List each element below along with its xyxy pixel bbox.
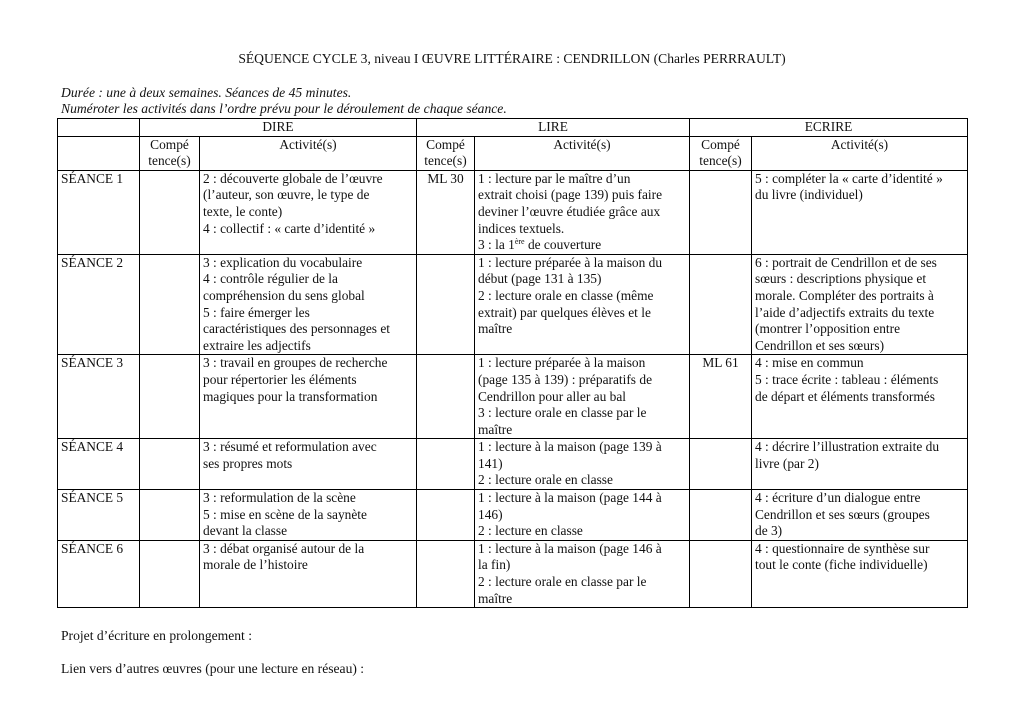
activity-line: 1 : lecture à la maison (page 146 à [478, 540, 662, 556]
dire-comp-cell [140, 170, 200, 254]
lire-comp-cell: ML 30 [417, 170, 475, 254]
activity-line: l’aide d’adjectifs extraits du texte [755, 304, 935, 320]
activity-line: 2 : découverte globale de l’œuvre [203, 170, 383, 186]
activity-line: 4 : mise en commun [755, 355, 864, 371]
table-row [58, 439, 968, 490]
activity-line: (page 135 à 139) : préparatifs de [478, 371, 653, 387]
dire-activity-cell [200, 355, 417, 439]
activity-line: maître [478, 590, 513, 606]
ecrire-comp-cell [690, 490, 752, 541]
duration-note: Durée : une à deux semaines. Séances de 45 minutes. [61, 85, 352, 100]
activity-line: 146) [478, 506, 503, 522]
ecrire-comp-cell [690, 439, 752, 490]
activity-text: 3 : la 1 [478, 237, 515, 253]
activity-line: 3 : reformulation de la scène [203, 490, 356, 506]
ecrire-activity-cell [752, 254, 968, 355]
activity-line: 6 : portrait de Cendrillon et de ses [755, 254, 937, 270]
activity-line: 1 : lecture à la maison (page 144 à [478, 490, 662, 506]
activity-line: texte, le conte) [203, 203, 283, 219]
column-header-row [58, 136, 968, 170]
lire-comp-cell [417, 490, 475, 541]
activity-line: 4 : décrire l’illustration extraite du [755, 439, 940, 455]
activity-line: (montrer l’opposition entre [755, 321, 901, 337]
corner-cell [58, 119, 140, 137]
superscript: ère [514, 237, 525, 247]
activity-line: 4 : écriture d’un dialogue entre [755, 490, 921, 506]
table-row [58, 254, 968, 355]
activity-line: la fin) [478, 557, 511, 573]
activity-line: magiques pour la transformation [203, 388, 378, 404]
ecrire-comp-cell: ML 61 [690, 355, 752, 439]
ecrire-comp-cell [690, 254, 752, 355]
activity-line: extrait choisi (page 139) puis faire [478, 187, 663, 203]
activity-line: maître [478, 421, 513, 437]
activity-line: ses propres mots [203, 455, 293, 471]
group-header-lire: LIRE [417, 119, 690, 137]
activity-line: deviner l’œuvre étudiée grâce aux [478, 203, 661, 219]
activity-line: début (page 131 à 135) [478, 271, 602, 287]
comp-header-lire [417, 136, 475, 170]
activity-line: 4 : contrôle régulier de la [203, 271, 338, 287]
dire-comp-cell [140, 439, 200, 490]
activity-line: de 3) [755, 523, 783, 539]
comp-header-ecrire [690, 136, 752, 170]
activity-line: du livre (individuel) [755, 187, 863, 203]
dire-comp-cell [140, 254, 200, 355]
activity-line: tout le conte (fiche individuelle) [755, 557, 928, 573]
activity-line [478, 237, 686, 254]
lire-comp-cell [417, 254, 475, 355]
activity-line: Cendrillon et ses sœurs) [755, 337, 885, 353]
comp-header-line2: tence(s) [699, 153, 742, 169]
dire-comp-cell [140, 540, 200, 607]
ecrire-activity-cell [752, 170, 968, 254]
table-row [58, 170, 968, 254]
activity-line: 2 : lecture orale en classe par le [478, 574, 647, 590]
dire-activity-cell [200, 439, 417, 490]
table-row [58, 490, 968, 541]
activity-line: pour répertorier les éléments [203, 371, 357, 387]
lire-activity-cell [475, 254, 690, 355]
activity-line: 2 : lecture orale en classe (même [478, 287, 654, 303]
activity-header-lire: Activité(s) [475, 136, 690, 170]
sequence-table [57, 118, 968, 608]
comp-header-line1: Compé [426, 136, 465, 152]
activity-line: 141) [478, 455, 503, 471]
activity-line: extraire les adjectifs [203, 337, 311, 353]
activity-line: caractéristiques des personnages et [203, 321, 391, 337]
activity-line: 3 : explication du vocabulaire [203, 254, 363, 270]
corner-cell-2 [58, 136, 140, 170]
dire-comp-cell [140, 355, 200, 439]
seance-label: SÉANCE 3 [58, 355, 140, 439]
activity-line: compréhension du sens global [203, 287, 365, 303]
related-works-label: Lien vers d’autres œuvres (pour une lecture en réseau) : [61, 661, 365, 676]
dire-activity-cell [200, 170, 417, 254]
comp-header-line1: Compé [150, 136, 189, 152]
group-header-dire: DIRE [140, 119, 417, 137]
activity-line: indices textuels. [478, 220, 565, 236]
dire-activity-cell [200, 540, 417, 607]
dire-comp-cell [140, 490, 200, 541]
activity-line: 5 : mise en scène de la saynète [203, 506, 367, 522]
dire-activity-cell [200, 490, 417, 541]
writing-project-label: Projet d’écriture en prolongement : [61, 628, 253, 643]
activity-line: 3 : débat organisé autour de la [203, 540, 365, 556]
activity-line: Cendrillon et ses sœurs (groupes [755, 506, 930, 522]
activity-text: de couverture [524, 237, 602, 253]
ecrire-comp-cell [690, 540, 752, 607]
activity-line: morale de l’histoire [203, 557, 308, 573]
group-header-row [58, 119, 968, 137]
comp-header-line2: tence(s) [424, 153, 467, 169]
ecrire-activity-cell [752, 490, 968, 541]
ecrire-activity-cell [752, 540, 968, 607]
activity-line: livre (par 2) [755, 455, 819, 471]
activity-line: 5 : compléter la « carte d’identité » [755, 170, 943, 186]
activity-line: Cendrillon pour aller au bal [478, 388, 626, 404]
seance-label: SÉANCE 2 [58, 254, 140, 355]
activity-line: 2 : lecture orale en classe [478, 472, 613, 488]
lire-comp-cell [417, 540, 475, 607]
activity-line: 4 : questionnaire de synthèse sur [755, 540, 930, 556]
activity-line: devant la classe [203, 523, 288, 539]
lire-comp-cell [417, 355, 475, 439]
table-row [58, 540, 968, 607]
seance-label: SÉANCE 4 [58, 439, 140, 490]
activity-line: 5 : faire émerger les [203, 304, 310, 320]
activity-line: (l’auteur, son œuvre, le type de [203, 187, 370, 203]
activity-line: 4 : collectif : « carte d’identité » [203, 220, 376, 236]
comp-header-line2: tence(s) [148, 153, 191, 169]
activity-line: 3 : résumé et reformulation avec [203, 439, 377, 455]
table-row [58, 355, 968, 439]
activity-line: 1 : lecture à la maison (page 139 à [478, 439, 662, 455]
activity-header-ecrire: Activité(s) [752, 136, 968, 170]
comp-header-line1: Compé [701, 136, 740, 152]
seance-label: SÉANCE 1 [58, 170, 140, 254]
document-title: SÉQUENCE CYCLE 3, niveau I ŒUVRE LITTÉRAIRE : CENDRILLON (Charles PERRRAULT) [238, 51, 786, 66]
ecrire-activity-cell [752, 355, 968, 439]
ecrire-activity-cell [752, 439, 968, 490]
lire-activity-cell [475, 170, 690, 254]
numbering-instruction: Numéroter les activités dans l’ordre prévu pour le déroulement de chaque séance. [61, 101, 507, 116]
activity-line: 5 : trace écrite : tableau : éléments [755, 371, 939, 387]
dire-activity-cell [200, 254, 417, 355]
activity-line: morale. Compléter des portraits à [755, 287, 934, 303]
lire-comp-cell [417, 439, 475, 490]
activity-header-dire: Activité(s) [200, 136, 417, 170]
activity-line: 3 : lecture orale en classe par le [478, 405, 647, 421]
lire-activity-cell [475, 490, 690, 541]
lire-activity-cell [475, 355, 690, 439]
activity-line: sœurs : descriptions physique et [755, 271, 927, 287]
lire-activity-cell [475, 540, 690, 607]
activity-line: 1 : lecture par le maître d’un [478, 170, 631, 186]
activity-line: 3 : travail en groupes de recherche [203, 355, 388, 371]
ecrire-comp-cell [690, 170, 752, 254]
activity-line: extrait) par quelques élèves et le [478, 304, 651, 320]
seance-label: SÉANCE 5 [58, 490, 140, 541]
activity-line: de départ et éléments transformés [755, 388, 935, 404]
activity-line: 2 : lecture en classe [478, 523, 583, 539]
activity-line: 1 : lecture préparée à la maison du [478, 254, 663, 270]
activity-line: maître [478, 321, 513, 337]
seance-label: SÉANCE 6 [58, 540, 140, 607]
comp-header-dire [140, 136, 200, 170]
lire-activity-cell [475, 439, 690, 490]
activity-line: 1 : lecture préparée à la maison [478, 355, 646, 371]
group-header-ecrire: ECRIRE [690, 119, 968, 137]
